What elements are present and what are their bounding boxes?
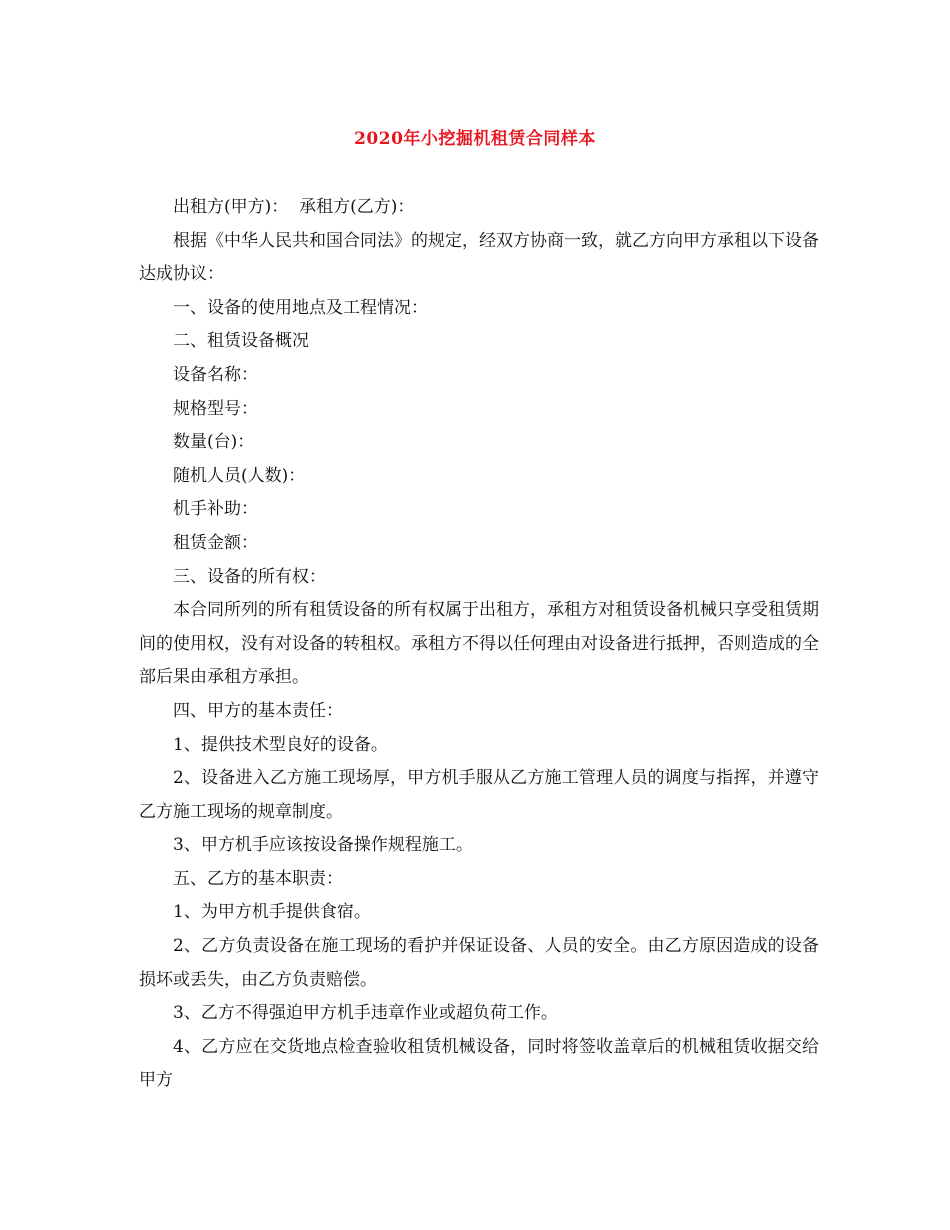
field-staff-count: 随机人员(人数)： [173, 465, 306, 486]
party-b-duty-3: 3、乙方不得强迫甲方机手违章作业或超负荷工作。 [173, 1003, 558, 1024]
field-equipment-name: 设备名称： [173, 364, 258, 385]
party-b-duty-2: 2、乙方负责设备在施工现场的看护并保证设备、人员的安全。由乙方原因造成的设备损坏或丢失，由乙方负责赔偿。 [139, 936, 819, 990]
field-operator-allowance: 机手补助： [173, 499, 258, 520]
section-heading-3: 三、设备的所有权： [173, 566, 326, 587]
ownership-paragraph: 本合同所列的所有租赁设备的所有权属于出租方，承租方对租赁设备机械只享受租赁期间的使用权，没有对设备的转租权。承租方不得以任何理由对设备进行抵押，否则造成的全部后果由承租方承担。 [139, 600, 819, 688]
field-rental-amount: 租赁金额： [173, 532, 258, 553]
section-heading-2: 二、租赁设备概况 [173, 331, 309, 352]
document-body [139, 191, 819, 1098]
section-heading-5: 五、乙方的基本职责： [173, 868, 343, 889]
section-heading-4: 四、甲方的基本责任： [173, 700, 343, 721]
section-heading-1: 一、设备的使用地点及工程情况： [173, 297, 428, 318]
field-quantity: 数量(台)： [173, 432, 255, 453]
document-title: 2020年小挖掘机租赁合同样本 [354, 129, 596, 149]
party-a-duty-2: 2、设备进入乙方施工现场厚，甲方机手服从乙方施工管理人员的调度与指挥，并遵守乙方施工现场的规章制度。 [139, 768, 819, 822]
party-a-duty-3: 3、甲方机手应该按设备操作规程施工。 [173, 835, 473, 856]
party-b-duty-1: 1、为甲方机手提供食宿。 [173, 902, 371, 923]
intro-paragraph: 根据《中华人民共和国合同法》的规定，经双方协商一致，就乙方向甲方承租以下设备达成协议： [139, 230, 819, 285]
field-model: 规格型号： [173, 398, 258, 419]
party-a-duty-1: 1、提供技术型良好的设备。 [173, 734, 388, 755]
parties-line: 出租方(甲方)： 承租方(乙方)： [173, 197, 415, 217]
party-b-duty-4: 4、乙方应在交货地点检查验收租赁机械设备，同时将签收盖章后的机械租赁收据交给甲方 [139, 1036, 819, 1091]
